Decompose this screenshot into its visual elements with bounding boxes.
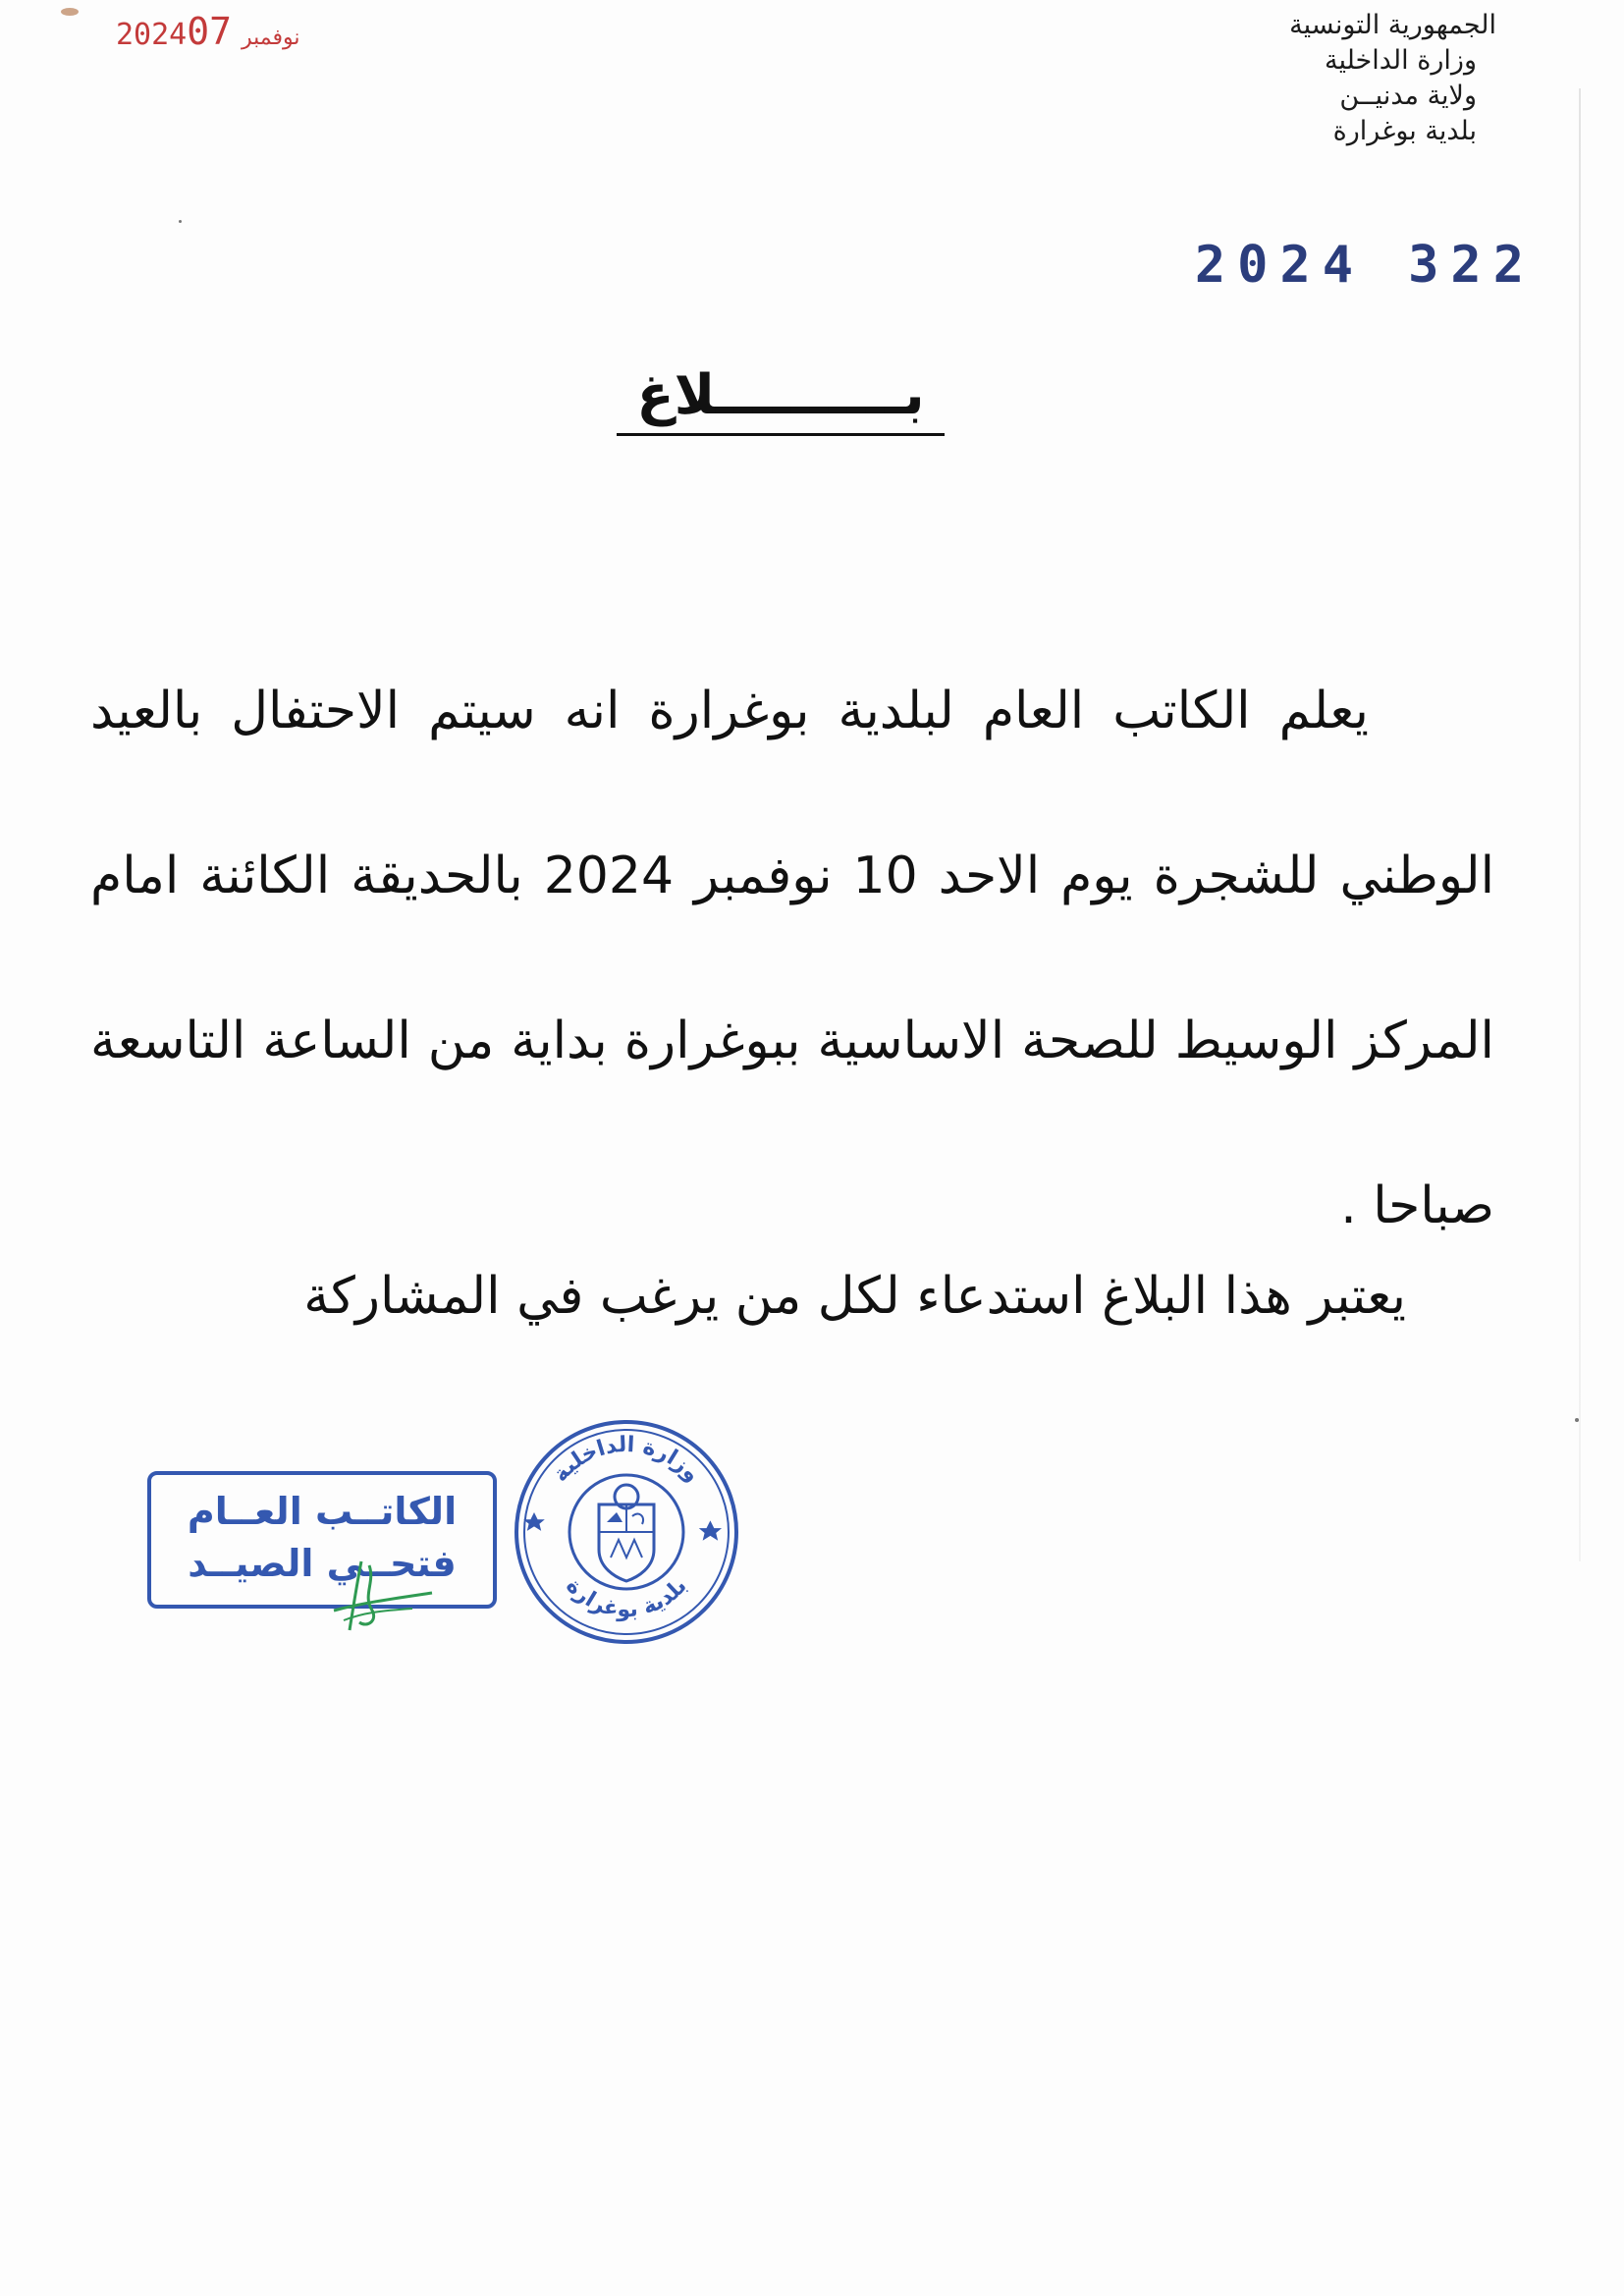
date-stamp <box>116 10 316 53</box>
official-round-seal <box>509 1414 744 1650</box>
handwritten-signature <box>324 1552 442 1640</box>
date-stamp-year: 2024 <box>116 18 188 52</box>
stamp-title: الكاتــب العــام <box>187 1490 458 1533</box>
svg-text:وزارة الداخلية <box>548 1433 704 1487</box>
body-line: صباحا . <box>1340 1176 1494 1235</box>
letterhead-republic: الجمهورية التونسية <box>1289 10 1496 40</box>
reference-number: 322 <box>1408 236 1536 295</box>
scan-edge-line <box>1579 88 1581 1561</box>
document-title <box>0 363 1624 436</box>
letterhead-ministry: وزارة الداخلية <box>1325 45 1477 76</box>
seal-top-text: وزارة الداخلية <box>548 1432 705 1488</box>
seal-bottom-text: بلدية بوغرارة <box>561 1573 692 1623</box>
secretary-general-stamp <box>147 1471 497 1609</box>
scan-corner-mark <box>61 8 79 16</box>
announcement-body <box>90 629 1494 1288</box>
date-stamp-day: 07 <box>187 10 233 53</box>
body-line: المركز الوسيط للصحة الاساسية ببوغرارة بداية من الساعة التاسعة <box>90 1011 1494 1070</box>
document-title-text: بــــــــــلاغ <box>617 363 944 436</box>
letterhead-municipality: بلدية بوغرارة <box>1332 116 1477 146</box>
stamp-name: فتحــي الصيــد <box>188 1542 457 1585</box>
letterhead-governorate: ولاية مدنيــن <box>1339 81 1477 111</box>
letterhead <box>1084 8 1496 149</box>
body-line: يعلم الكاتب العام لبلدية بوغرارة انه سيتم الاحتفال بالعيد <box>90 682 1369 740</box>
scan-speck <box>179 220 182 223</box>
reference-year: 2024 <box>1194 236 1366 295</box>
scan-speck <box>1575 1418 1579 1422</box>
coat-of-arms-icon <box>599 1485 654 1581</box>
seal-star-icons <box>523 1512 722 1541</box>
body-line: الوطني للشجرة يوم الاحد 10 نوفمبر 2024 بالحديقة الكائنة امام <box>90 847 1495 905</box>
closing-sentence: يعتبر هذا البلاغ استدعاء لكل من يرغب في المشاركة <box>303 1267 1406 1326</box>
reference-number-stamp <box>1195 236 1536 295</box>
date-stamp-month: نوفمبر <box>242 26 300 50</box>
